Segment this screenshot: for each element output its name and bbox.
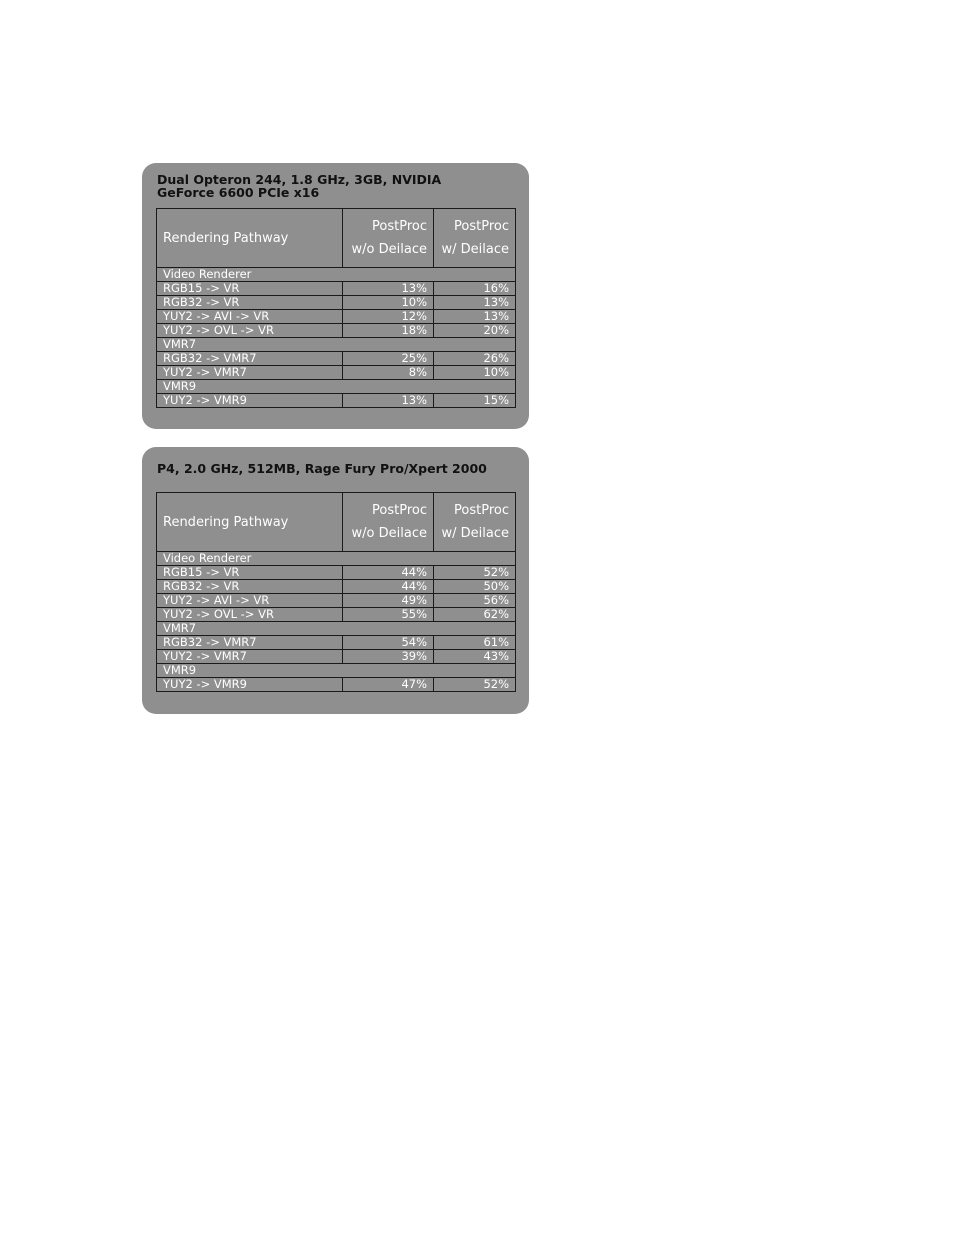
group-row (157, 552, 516, 566)
pathway-cell: RGB15 -> VR (157, 282, 343, 296)
table-row (157, 282, 516, 296)
value-with-deinterlace: 13% (434, 296, 516, 310)
value-with-deinterlace: 26% (434, 352, 516, 366)
table-row (157, 594, 516, 608)
group-label: VMR7 (157, 622, 516, 636)
value-with-deinterlace: 56% (434, 594, 516, 608)
column-header-line: PostProc (372, 219, 427, 234)
pathway-cell: RGB15 -> VR (157, 566, 343, 580)
group-label: VMR7 (157, 338, 516, 352)
pathway-cell: YUY2 -> AVI -> VR (157, 310, 343, 324)
value-with-deinterlace: 62% (434, 608, 516, 622)
results-table (156, 492, 516, 692)
value-with-deinterlace: 52% (434, 678, 516, 692)
pathway-cell: YUY2 -> AVI -> VR (157, 594, 343, 608)
table-row (157, 366, 516, 380)
benchmark-panel-p4 (142, 447, 529, 714)
results-table (156, 208, 516, 408)
column-header-without-deinterlace (343, 493, 434, 552)
value-with-deinterlace: 61% (434, 636, 516, 650)
value-with-deinterlace: 15% (434, 394, 516, 408)
value-with-deinterlace: 16% (434, 282, 516, 296)
value-without-deinterlace: 25% (343, 352, 434, 366)
value-with-deinterlace: 52% (434, 566, 516, 580)
table-row (157, 580, 516, 594)
value-with-deinterlace: 20% (434, 324, 516, 338)
value-without-deinterlace: 18% (343, 324, 434, 338)
pathway-cell: RGB32 -> VR (157, 580, 343, 594)
value-with-deinterlace: 10% (434, 366, 516, 380)
table-row (157, 566, 516, 580)
column-header-with-deinterlace (434, 493, 516, 552)
table-row (157, 608, 516, 622)
table-row (157, 678, 516, 692)
column-header-path: Rendering Pathway (157, 493, 343, 552)
column-header-line: PostProc (372, 503, 427, 518)
value-without-deinterlace: 49% (343, 594, 434, 608)
panel-title: P4, 2.0 GHz, 512MB, Rage Fury Pro/Xpert 2000 (157, 461, 487, 476)
group-label: VMR9 (157, 380, 516, 394)
column-header-without-deinterlace (343, 209, 434, 268)
group-label: Video Renderer (157, 552, 516, 566)
table-row (157, 296, 516, 310)
pathway-cell: YUY2 -> VMR7 (157, 650, 343, 664)
value-without-deinterlace: 12% (343, 310, 434, 324)
column-header-path: Rendering Pathway (157, 209, 343, 268)
group-row (157, 664, 516, 678)
table-row (157, 394, 516, 408)
pathway-cell: RGB32 -> VMR7 (157, 636, 343, 650)
column-header-line: w/o Deilace (351, 526, 427, 541)
value-with-deinterlace: 50% (434, 580, 516, 594)
value-without-deinterlace: 39% (343, 650, 434, 664)
value-with-deinterlace: 13% (434, 310, 516, 324)
group-label: VMR9 (157, 664, 516, 678)
pathway-cell: RGB32 -> VMR7 (157, 352, 343, 366)
column-header-line: w/o Deilace (351, 242, 427, 257)
group-row (157, 622, 516, 636)
table-row (157, 310, 516, 324)
table-header-row (157, 209, 516, 268)
value-without-deinterlace: 10% (343, 296, 434, 310)
value-without-deinterlace: 47% (343, 678, 434, 692)
pathway-cell: RGB32 -> VR (157, 296, 343, 310)
column-header-line: PostProc (454, 503, 509, 518)
table-row (157, 324, 516, 338)
pathway-cell: YUY2 -> VMR7 (157, 366, 343, 380)
column-header-line: w/ Deilace (441, 526, 509, 541)
table-header-row (157, 493, 516, 552)
pathway-cell: YUY2 -> VMR9 (157, 678, 343, 692)
value-without-deinterlace: 8% (343, 366, 434, 380)
table-row (157, 352, 516, 366)
value-without-deinterlace: 13% (343, 282, 434, 296)
table-row (157, 650, 516, 664)
pathway-cell: YUY2 -> OVL -> VR (157, 608, 343, 622)
benchmark-panel-opteron (142, 163, 529, 429)
column-header-with-deinterlace (434, 209, 516, 268)
table-row (157, 636, 516, 650)
column-header-line: PostProc (454, 219, 509, 234)
panel-title: Dual Opteron 244, 1.8 GHz, 3GB, NVIDIA GeForce 6600 PCIe x16 (157, 172, 442, 200)
value-without-deinterlace: 44% (343, 566, 434, 580)
group-row (157, 380, 516, 394)
pathway-cell: YUY2 -> OVL -> VR (157, 324, 343, 338)
value-without-deinterlace: 54% (343, 636, 434, 650)
column-header-line: w/ Deilace (441, 242, 509, 257)
value-with-deinterlace: 43% (434, 650, 516, 664)
value-without-deinterlace: 55% (343, 608, 434, 622)
group-label: Video Renderer (157, 268, 516, 282)
value-without-deinterlace: 44% (343, 580, 434, 594)
pathway-cell: YUY2 -> VMR9 (157, 394, 343, 408)
group-row (157, 338, 516, 352)
group-row (157, 268, 516, 282)
value-without-deinterlace: 13% (343, 394, 434, 408)
